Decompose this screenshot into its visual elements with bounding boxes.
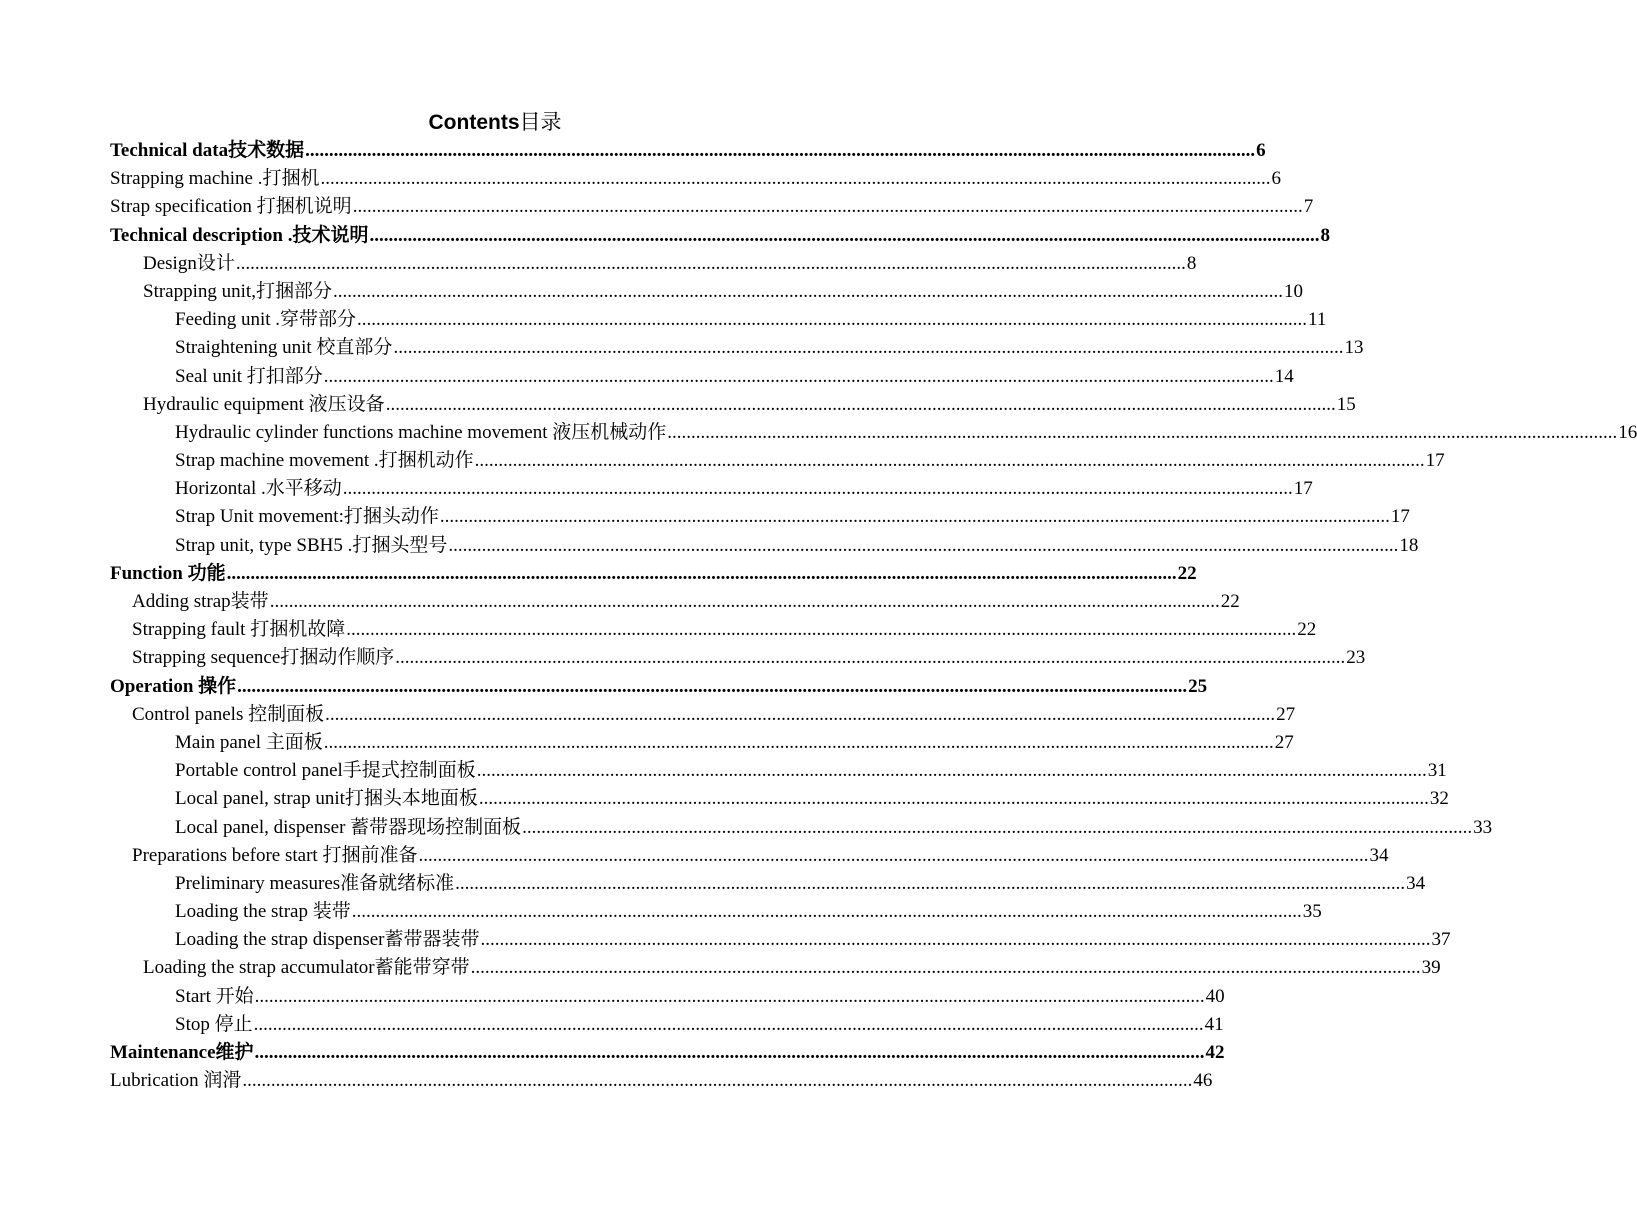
toc-entry-page: 16 bbox=[1618, 421, 1637, 443]
toc-leader-dots: ........................................................................................................................................................................................................ bbox=[522, 816, 1473, 838]
toc-entry-page: 35 bbox=[1302, 901, 1322, 923]
toc-leader-dots: ........................................................................................................................................................................................................ bbox=[480, 929, 1431, 951]
toc-leader-dots: ........................................................................................................................................................................................................ bbox=[237, 675, 1188, 697]
toc-entry-label: Strapping unit,打捆部分 bbox=[143, 280, 332, 302]
toc-entry-label: Loading the strap dispenser蓄带器装带 bbox=[175, 929, 480, 951]
toc-entry-page: 17 bbox=[1293, 478, 1313, 500]
toc-entry-page: 41 bbox=[1204, 1013, 1224, 1035]
toc-entry-label: Strapping fault 打捆机故障 bbox=[132, 619, 346, 641]
toc-entry[interactable] bbox=[0, 814, 1493, 842]
toc-entry-page: 33 bbox=[1473, 816, 1493, 838]
toc-entry[interactable] bbox=[0, 926, 1451, 954]
toc-entry[interactable] bbox=[0, 842, 1389, 870]
toc-entry-page: 42 bbox=[1205, 1042, 1225, 1063]
toc-entry[interactable] bbox=[0, 673, 1208, 701]
toc-leader-dots: ........................................................................................................................................................................................................ bbox=[393, 337, 1344, 359]
toc-entry[interactable] bbox=[0, 419, 1637, 447]
toc-entry-label: Loading the strap 装带 bbox=[175, 901, 351, 923]
toc-entry[interactable] bbox=[0, 278, 1303, 306]
toc-entry[interactable] bbox=[0, 222, 1330, 250]
toc-entry-page: 6 bbox=[1271, 168, 1281, 190]
toc-entry-label: Preparations before start 打捆前准备 bbox=[132, 844, 418, 866]
toc-entry[interactable] bbox=[0, 475, 1313, 503]
toc-entry-label: Lubrication 润滑 bbox=[110, 1070, 242, 1092]
toc-leader-dots: ........................................................................................................................................................................................................ bbox=[235, 252, 1186, 274]
toc-entry-page: 34 bbox=[1406, 872, 1426, 894]
toc-entry-page: 17 bbox=[1390, 506, 1410, 528]
toc-entry-page: 22 bbox=[1297, 619, 1317, 641]
toc-leader-dots: ........................................................................................................................................................................................................ bbox=[476, 760, 1427, 782]
toc-entry-label: Function 功能 bbox=[110, 562, 226, 584]
toc-entry[interactable] bbox=[0, 954, 1441, 982]
toc-entry-page: 8 bbox=[1320, 224, 1330, 246]
toc-entry-page: 37 bbox=[1431, 929, 1451, 951]
toc-entry-page: 11 bbox=[1308, 309, 1327, 331]
toc-entry-label: Start 开始 bbox=[175, 985, 254, 1007]
toc-entry-page: 40 bbox=[1205, 985, 1225, 1007]
toc-leader-dots: ........................................................................................................................................................................................................ bbox=[346, 619, 1297, 641]
toc-entry-page: 10 bbox=[1283, 280, 1303, 302]
toc-entry[interactable] bbox=[0, 701, 1296, 729]
toc-leader-dots: ........................................................................................................................................................................................................ bbox=[439, 506, 1390, 528]
toc-leader-dots: ........................................................................................................................................................................................................ bbox=[351, 901, 1302, 923]
toc-entry[interactable] bbox=[0, 757, 1447, 785]
toc-entry-label: Hydraulic equipment 液压设备 bbox=[143, 393, 385, 415]
toc-entry[interactable] bbox=[0, 644, 1366, 672]
toc-leader-dots: ........................................................................................................................................................................................................ bbox=[342, 478, 1293, 500]
toc-entry-label: Stop 停止 bbox=[175, 1013, 253, 1035]
toc-entry-label: Strap unit, type SBH5 .打捆头型号 bbox=[175, 534, 448, 556]
toc-entry-page: 18 bbox=[1399, 534, 1419, 556]
toc-entry-page: 27 bbox=[1274, 731, 1294, 753]
toc-entry-page: 23 bbox=[1346, 647, 1366, 669]
toc-entry-label: Local panel, strap unit打捆头本地面板 bbox=[175, 788, 478, 810]
toc-entry[interactable] bbox=[0, 729, 1294, 757]
toc-entry-page: 39 bbox=[1421, 957, 1441, 979]
toc-entry[interactable] bbox=[0, 616, 1317, 644]
toc-entry-label: Preliminary measures准备就绪标准 bbox=[175, 872, 455, 894]
toc-entry-label: Control panels 控制面板 bbox=[132, 703, 325, 725]
toc-entry-page: 22 bbox=[1177, 562, 1197, 584]
toc-leader-dots: ........................................................................................................................................................................................................ bbox=[352, 196, 1303, 218]
toc-leader-dots: ........................................................................................................................................................................................................ bbox=[332, 280, 1283, 302]
toc-leader-dots: ........................................................................................................................................................................................................ bbox=[478, 788, 1429, 810]
toc-leader-dots: ........................................................................................................................................................................................................ bbox=[455, 872, 1406, 894]
toc-entry-label: Adding strap装带 bbox=[132, 591, 269, 612]
toc-entry-page: 7 bbox=[1303, 196, 1314, 218]
toc-entry[interactable] bbox=[0, 560, 1197, 588]
toc-entry-label: Strap Unit movement:打捆头动作 bbox=[175, 506, 439, 528]
toc-entry-label: Straightening unit 校直部分 bbox=[175, 337, 393, 359]
toc-leader-dots: ........................................................................................................................................................................................................ bbox=[254, 985, 1205, 1007]
toc-entry[interactable] bbox=[0, 785, 1449, 813]
toc-entry-label: Horizontal .水平移动 bbox=[175, 478, 342, 500]
toc-leader-dots: ........................................................................................................................................................................................................ bbox=[325, 703, 1276, 725]
toc-entry[interactable] bbox=[0, 588, 1240, 616]
toc-entry-label: Maintenance维护 bbox=[110, 1042, 254, 1063]
toc-leader-dots: ........................................................................................................................................................................................................ bbox=[470, 957, 1421, 979]
toc-entry-label: Main panel 主面板 bbox=[175, 731, 323, 753]
title-cn: 目录 bbox=[519, 110, 562, 134]
toc-entry-page: 8 bbox=[1186, 252, 1197, 274]
toc-entry-label: Portable control panel手提式控制面板 bbox=[175, 760, 476, 782]
toc-entry-page: 22 bbox=[1220, 591, 1240, 612]
table-of-contents bbox=[0, 137, 1637, 1095]
toc-entry-page: 32 bbox=[1429, 788, 1449, 810]
toc-leader-dots: ........................................................................................................................................................................................................ bbox=[667, 421, 1618, 443]
toc-leader-dots: ........................................................................................................................................................................................................ bbox=[253, 1013, 1204, 1035]
toc-entry[interactable] bbox=[0, 193, 1314, 221]
toc-entry[interactable] bbox=[0, 391, 1356, 419]
toc-entry[interactable] bbox=[0, 1039, 1225, 1067]
toc-entry-label: Design设计 bbox=[143, 252, 235, 274]
toc-leader-dots: ........................................................................................................................................................................................................ bbox=[357, 309, 1308, 331]
toc-entry-page: 25 bbox=[1188, 675, 1208, 697]
page-title bbox=[0, 108, 990, 137]
toc-leader-dots: ........................................................................................................................................................................................................ bbox=[320, 168, 1271, 190]
toc-entry-label: Technical data技术数据 bbox=[110, 140, 305, 161]
toc-entry[interactable] bbox=[0, 334, 1364, 362]
toc-leader-dots: ........................................................................................................................................................................................................ bbox=[395, 647, 1346, 669]
toc-entry-page: 31 bbox=[1427, 760, 1447, 782]
title-en: Contents bbox=[428, 111, 520, 134]
toc-entry[interactable] bbox=[0, 137, 1266, 165]
toc-entry-label: Hydraulic cylinder functions machine movement 液压机械动作 bbox=[175, 421, 667, 443]
toc-leader-dots: ........................................................................................................................................................................................................ bbox=[418, 844, 1369, 866]
toc-leader-dots: ........................................................................................................................................................................................................ bbox=[254, 1042, 1205, 1063]
toc-entry[interactable] bbox=[0, 363, 1294, 391]
toc-leader-dots: ........................................................................................................................................................................................................ bbox=[269, 591, 1220, 612]
toc-entry-page: 14 bbox=[1274, 365, 1294, 387]
toc-entry-label: Strap machine movement .打捆机动作 bbox=[175, 450, 474, 472]
toc-entry[interactable] bbox=[0, 250, 1197, 278]
toc-leader-dots: ........................................................................................................................................................................................................ bbox=[474, 450, 1425, 472]
toc-entry[interactable] bbox=[0, 1067, 1213, 1095]
toc-entry-label: Seal unit 打扣部分 bbox=[175, 365, 323, 387]
toc-entry-label: Feeding unit .穿带部分 bbox=[175, 309, 357, 331]
toc-entry-label: Operation 操作 bbox=[110, 675, 237, 697]
toc-leader-dots: ........................................................................................................................................................................................................ bbox=[323, 365, 1274, 387]
toc-leader-dots: ........................................................................................................................................................................................................ bbox=[385, 393, 1336, 415]
toc-entry-label: Technical description .技术说明 bbox=[110, 224, 369, 246]
toc-entry[interactable] bbox=[0, 1011, 1224, 1039]
toc-entry[interactable] bbox=[0, 447, 1445, 475]
toc-leader-dots: ........................................................................................................................................................................................................ bbox=[226, 562, 1177, 584]
toc-leader-dots: ........................................................................................................................................................................................................ bbox=[369, 224, 1320, 246]
toc-leader-dots: ........................................................................................................................................................................................................ bbox=[305, 140, 1256, 161]
toc-entry[interactable] bbox=[0, 165, 1281, 193]
toc-entry-page: 34 bbox=[1369, 844, 1389, 866]
toc-entry[interactable] bbox=[0, 503, 1410, 531]
toc-entry-page: 15 bbox=[1336, 393, 1356, 415]
toc-leader-dots: ........................................................................................................................................................................................................ bbox=[323, 731, 1274, 753]
toc-entry-label: Strapping machine .打捆机 bbox=[110, 168, 320, 190]
toc-entry-label: Loading the strap accumulator蓄能带穿带 bbox=[143, 957, 470, 979]
toc-entry-label: Local panel, dispenser 蓄带器现场控制面板 bbox=[175, 816, 522, 838]
toc-entry-label: Strapping sequence打捆动作顺序 bbox=[132, 647, 395, 669]
toc-entry-page: 6 bbox=[1256, 140, 1266, 161]
toc-entry-page: 13 bbox=[1344, 337, 1364, 359]
toc-entry-label: Strap specification 打捆机说明 bbox=[110, 196, 352, 218]
toc-entry[interactable] bbox=[0, 898, 1322, 926]
toc-entry[interactable] bbox=[0, 532, 1419, 560]
toc-entry-page: 46 bbox=[1193, 1070, 1213, 1092]
toc-leader-dots: ........................................................................................................................................................................................................ bbox=[242, 1070, 1193, 1092]
toc-entry[interactable] bbox=[0, 870, 1426, 898]
toc-entry-page: 27 bbox=[1276, 703, 1296, 725]
toc-entry[interactable] bbox=[0, 306, 1327, 334]
toc-leader-dots: ........................................................................................................................................................................................................ bbox=[448, 534, 1399, 556]
toc-entry[interactable] bbox=[0, 983, 1225, 1011]
toc-entry-page: 17 bbox=[1425, 450, 1445, 472]
